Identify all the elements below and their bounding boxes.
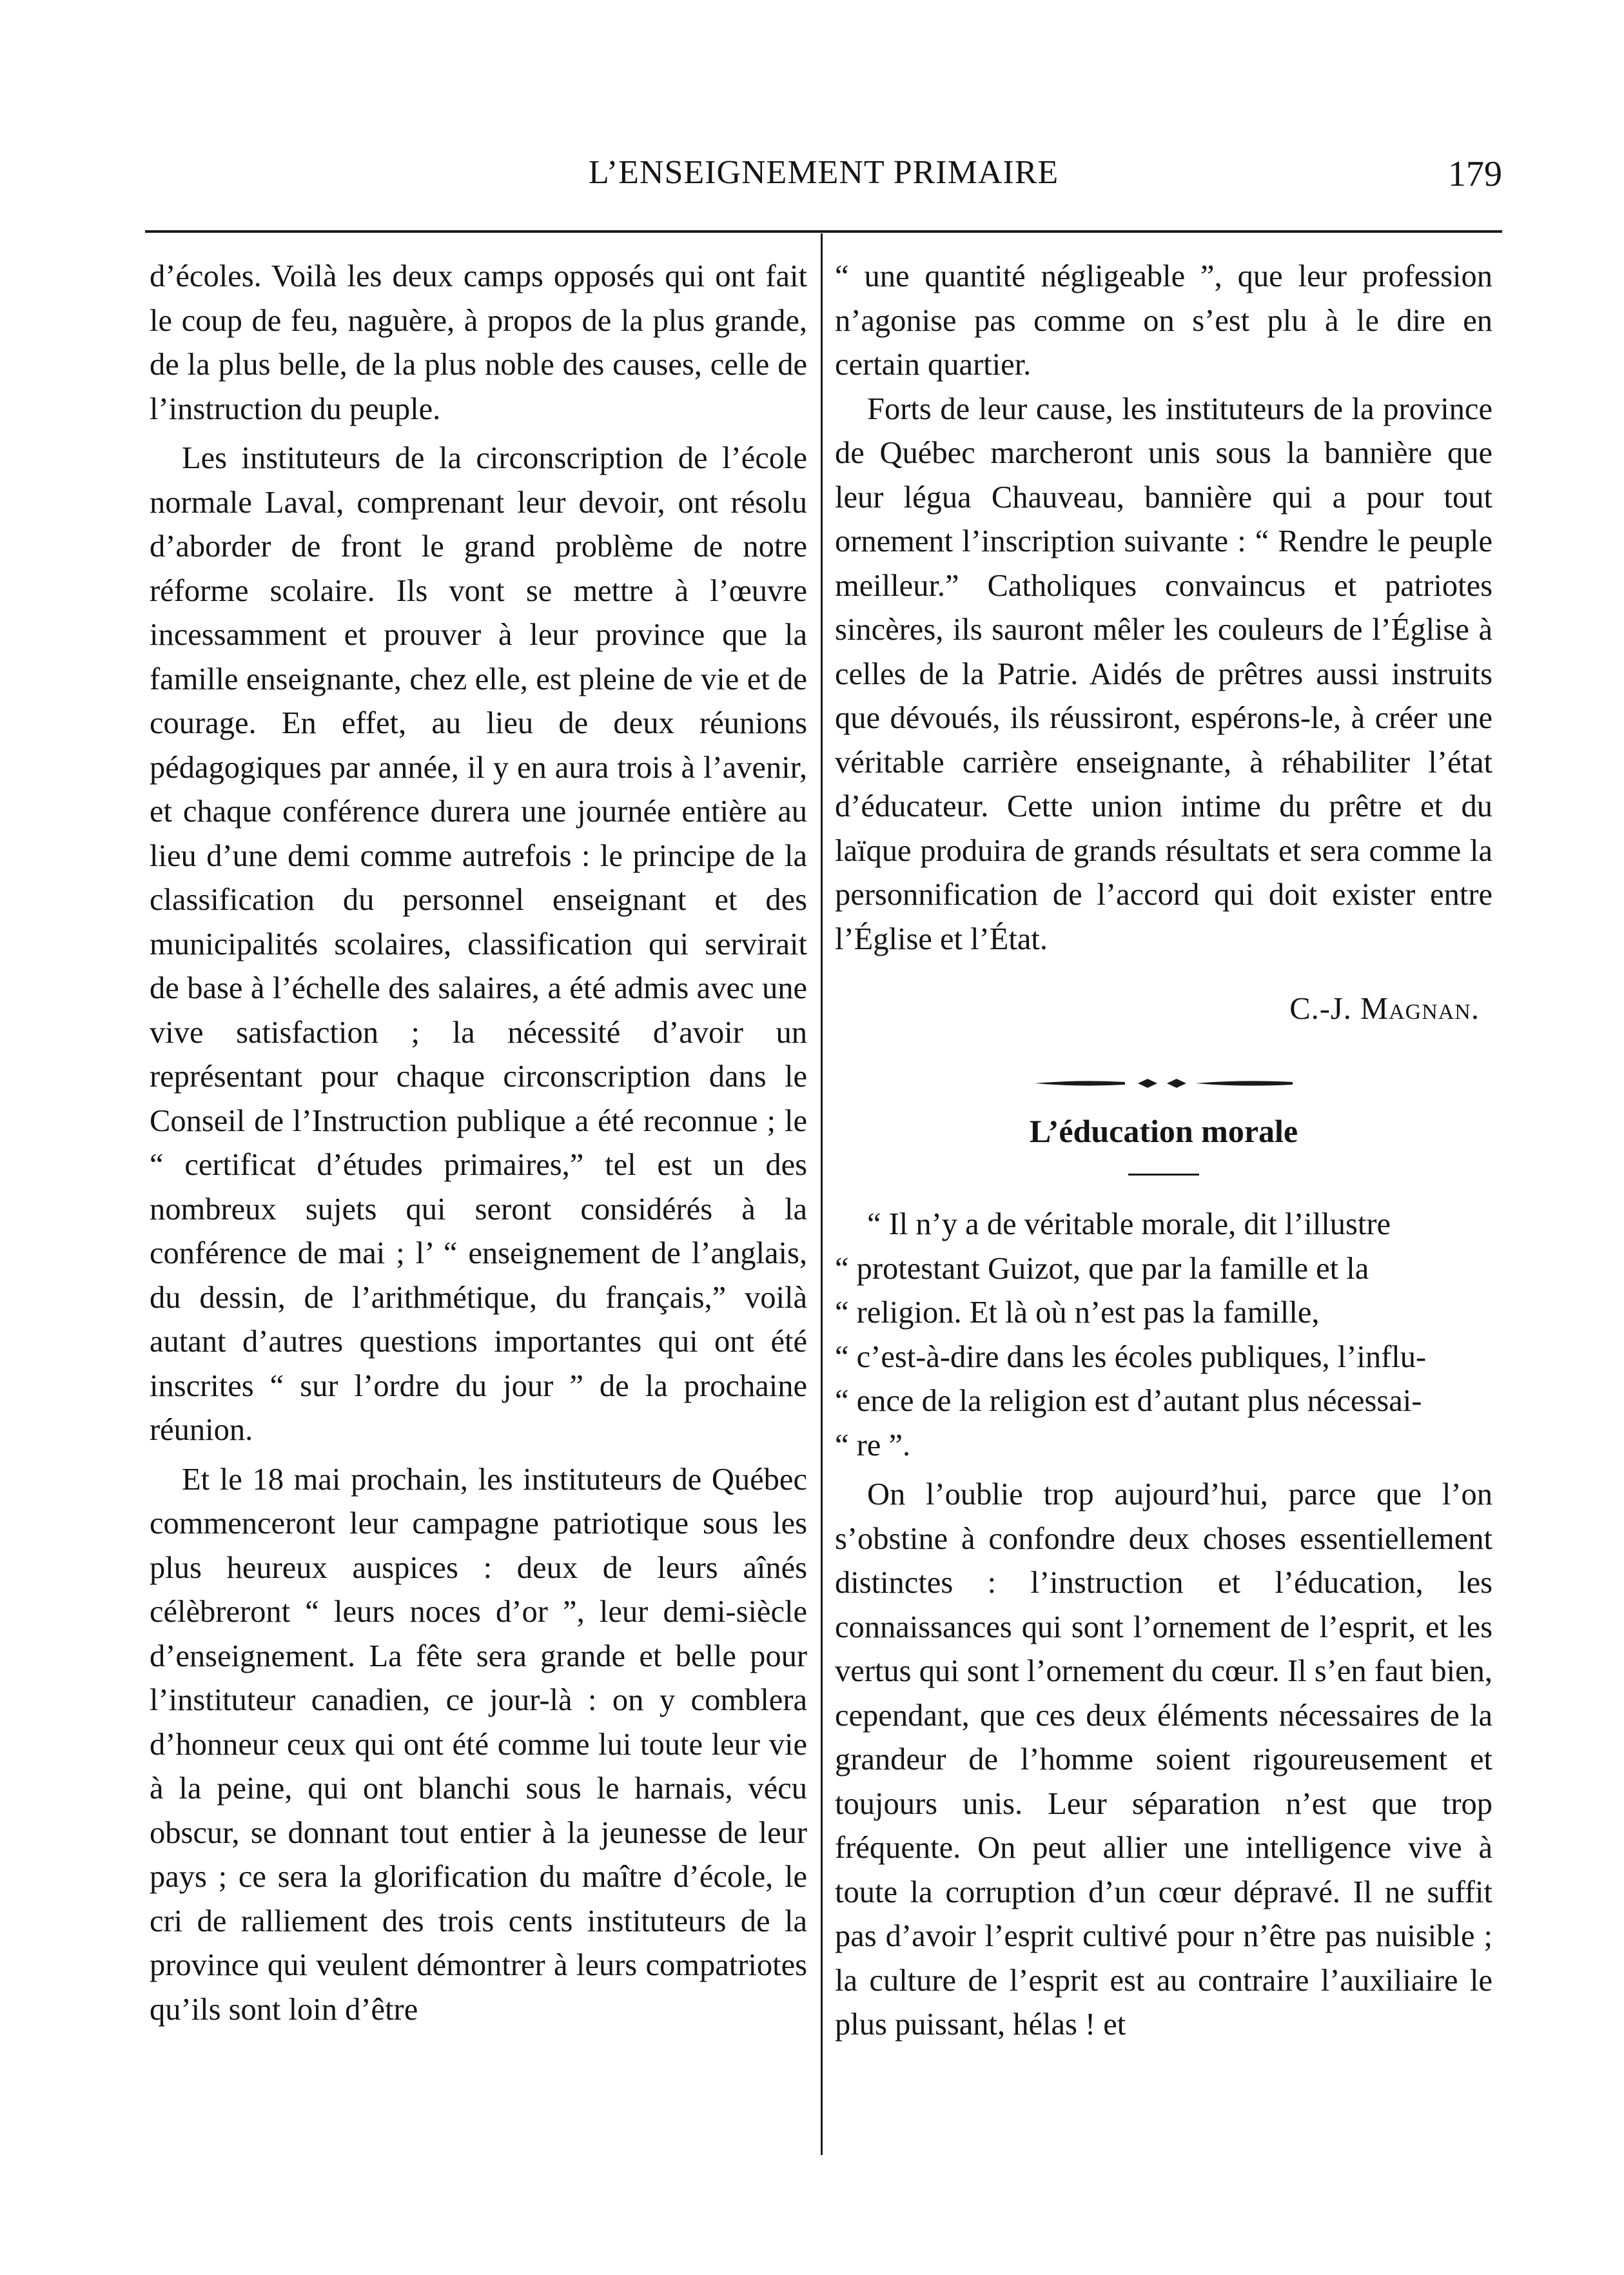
quote-line: “ re ”. [835, 1428, 911, 1462]
quote-line: “ protestant Guizot, que par la famille et la [835, 1251, 1369, 1286]
quote-line: “ religion. Et là où n’est pas la famille, [835, 1295, 1320, 1330]
column-divider [821, 233, 823, 2155]
left-column [150, 255, 807, 2032]
quote-line: “ ence de la religion est d’autant plus nécessai- [835, 1384, 1422, 1418]
paragraph: Forts de leur cause, les instituteurs de la province de Québec marcheront unis sous la bannière que leur légua Chauveau, bannière qui a pour tout ornement l’inscription suivante : “ Rendre le peuple meilleur.” Catholiques convaincus et patriotes sincères, ils sauront mêler les couleurs de l’Église à celles de la Patrie. Aidés de prêtres aussi instruits que dévoués, ils réussiront, espérons-le, à créer une véritable carrière enseignante, à réhabiliter l’état d’éducateur. Cette union intime du prêtre et du laïque produira de grands résultats et sera comme la personnification de l’accord qui doit exister entre l’Église et l’État. [835, 391, 1492, 956]
paragraph: On l’oublie trop aujourd’hui, parce que l’on s’obstine à confondre deux choses essentiellement distinctes : l’instruction et l’éducation, les connaissances qui sont l’ornement de l’esprit, et les vertus qui sont l’ornement du cœur. Il s’en faut bien, cependant, que ces deux éléments nécessaires de la grandeur de l’homme soient rigoureusement et toujours unis. Leur séparation n’est que trop fréquente. On peut allier une intelligence vive à toute la corruption d’un cœur dépravé. Il ne suffit pas d’avoir l’esprit cultivé pour n’être pas nuisible ; la culture de l’esprit est au contraire l’auxiliaire le plus puissant, hélas ! et [835, 1477, 1492, 2042]
page-number: 179 [1448, 154, 1502, 194]
paragraph: d’écoles. Voilà les deux camps opposés qui ont fait le coup de feu, naguère, à propos de la plus grande, de la plus belle, de la plus noble des causes, celle de l’instruction du peuple. [150, 259, 807, 426]
paragraph: Et le 18 mai prochain, les instituteurs de Québec commenceront leur campagne patriotique sous les plus heureux auspices : deux de leurs aînés célèbreront “ leurs noces d’or ”, leur demi-siècle d’enseignement. La fête sera grande et belle pour l’instituteur canadien, ce jour-là : on y comblera d’honneur ceux qui ont été comme lui toute leur vie à la peine, qui ont blanchi sous le harnais, vécu obscur, se donnant tout entier à la jeunesse de leur pays ; ce sera la glorification du maître d’école, le cri de ralliement des trois cents instituteurs de la province qui veulent démontrer à leurs compatriotes qu’ils sont loin d’être [150, 1462, 807, 2027]
quote-line: “ Il n’y a de véritable morale, dit l’illustre [867, 1207, 1391, 1241]
section-ornament [1028, 1070, 1299, 1096]
guizot-quote [835, 1203, 1492, 1468]
section-title: L’éducation morale [1029, 1112, 1298, 1149]
right-column [835, 255, 1492, 2047]
header-rule [145, 230, 1502, 233]
title-rule [1128, 1174, 1199, 1176]
quote-line: “ c’est-à-dire dans les écoles publiques, l’influ- [835, 1339, 1427, 1374]
page-header [145, 153, 1502, 212]
paragraph: “ une quantité négligeable ”, que leur profession n’agonise pas comme on s’est plu à le dire en certain quartier. [835, 259, 1492, 382]
paragraph: Les instituteurs de la circonscription de l’école normale Laval, comprenant leur devoir, ont résolu d’aborder de front le grand problème de notre réforme scolaire. Ils vont se mettre à l’œuvre incessamment et prouver à leur province que la famille enseignante, chez elle, est pleine de vie et de courage. En effet, au lieu de deux réunions pédagogiques par année, il y en aura trois à l’avenir, et chaque conférence durera une journée entière au lieu d’une demi comme autrefois : le principe de la classification du personnel enseignant et des municipalités scolaires, classification qui servirait de base à l’échelle des salaires, a été admis avec une vive satisfaction ; la nécessité d’avoir un représentant pour chaque circonscription dans le Conseil de l’Instruction publique a été reconnue ; le “ certificat d’études primaires,” tel est un des nombreux sujets qui seront considérés à la conférence de mai ; l’ “ enseignement de l’anglais, du dessin, de l’arithmétique, du français,” voilà autant d’autres questions importantes qui ont été inscrites “ sur l’ordre du jour ” de la prochaine réunion. [150, 441, 807, 1447]
running-title: L’ENSEIGNEMENT PRIMAIRE [588, 154, 1059, 191]
author-signature: C.-J. Magnan. [1289, 992, 1480, 1026]
